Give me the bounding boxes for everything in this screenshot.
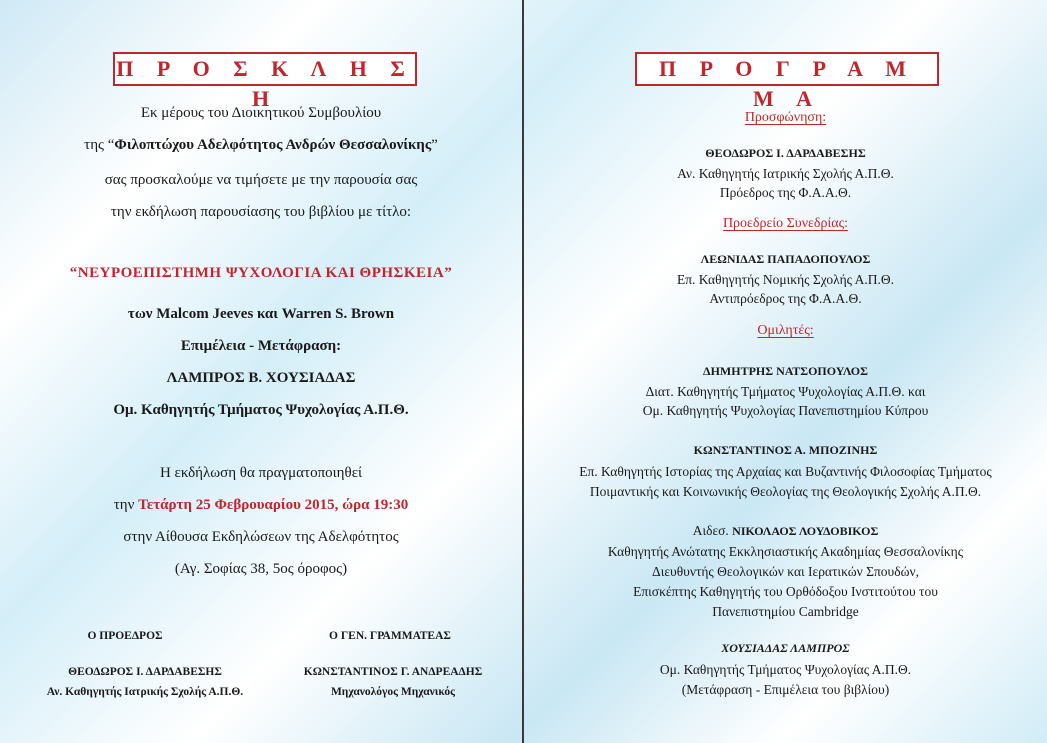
chair-line-2: Αντιπρόεδρος της Φ.Α.Α.Θ.	[709, 291, 862, 306]
chair-heading: Προεδρείο Συνεδρίας:	[722, 216, 849, 231]
speaker-2-line-1: Επ. Καθηγητής Ιστορίας της Αρχαίας και Βυζαντινής Φιλοσοφίας Τμήματος	[579, 464, 992, 479]
greeting-line-1: Αν. Καθηγητής Ιατρικής Σχολής Α.Π.Θ.	[677, 166, 894, 181]
event-line-2	[0, 497, 522, 514]
president-title: Αν. Καθηγητής Ιατρικής Σχολής Α.Π.Θ.	[46, 686, 244, 698]
editor-title: Ομ. Καθηγητής Τμήματος Ψυχολογίας Α.Π.Θ.	[113, 402, 409, 418]
intro-line-2	[0, 137, 522, 154]
speaker-3-line-1: Καθηγητής Ανώτατης Εκκλησιαστικής Ακαδημίας Θεσσαλονίκης	[607, 544, 964, 559]
secretary-title: Μηχανολόγος Μηχανικός	[330, 686, 456, 698]
speaker-3-line-3: Επισκέπτης Καθηγητής του Ορθόδοξου Ινστιτούτου του	[633, 584, 938, 599]
program-panel	[524, 0, 1047, 743]
speaker-3-line-2: Διευθυντής Θεολογικών και Ιερατικών Σπουδών,	[652, 564, 919, 579]
greeting-heading: Προσφώνηση:	[744, 110, 827, 125]
book-authors: των Malcom Jeeves και Warren S. Brown	[127, 306, 395, 322]
chair-name: ΛΕΩΝΙΔΑΣ ΠΑΠΑΔΟΠΟΥΛΟΣ	[700, 252, 871, 266]
event-date: Τετάρτη 25 Φεβρουαρίου 2015, ώρα 19:30	[138, 497, 409, 513]
speaker-1-name: ΔΗΜΗΤΡΗΣ ΝΑΤΣΟΠΟΥΛΟΣ	[703, 364, 868, 378]
speaker-3-heading	[524, 523, 1047, 539]
intro-line-3: σας προσκαλούμε να τιμήσετε με την παρουσία σας	[104, 172, 418, 188]
speaker-2-name: ΚΩΝΣΤΑΝΤΙΝΟΣ Α. ΜΠΟΖΙΝΗΣ	[693, 443, 878, 457]
greeting-name: ΘΕΟΔΩΡΟΣ Ι. ΔΑΡΔΑΒΕΣΗΣ	[705, 146, 866, 160]
greeting-line-2: Πρόεδρος της Φ.Α.Α.Θ.	[719, 185, 852, 200]
intro-2-pre: της “	[84, 137, 115, 153]
secretary-name: ΚΩΝΣΤΑΝΤΙΝΟΣ Γ. ΑΝΔΡΕΑΔΗΣ	[303, 666, 483, 678]
chair-line-1: Επ. Καθηγητής Νομικής Σχολής Α.Π.Θ.	[677, 272, 894, 287]
speaker-1-line-2: Ομ. Καθηγητής Ψυχολογίας Πανεπιστημίου Κύπρου	[642, 403, 929, 418]
event-line-4: (Αγ. Σοφίας 38, 5ος όροφος)	[174, 561, 348, 577]
speaker-3-line-4: Πανεπιστημίου Cambridge	[712, 604, 859, 619]
intro-line-1: Εκ μέρους του Διοικητικού Συμβουλίου	[140, 105, 382, 121]
secretary-role: Ο ΓΕΝ. ΓΡΑΜΜΑΤΕΑΣ	[329, 630, 451, 642]
speaker-1-line-1: Διατ. Καθηγητής Τμήματος Ψυχολογίας Α.Π.Θ. και	[645, 384, 926, 399]
organization-name: Φιλοπτώχου Αδελφότητος Ανδρών Θεσσαλονίκης	[114, 137, 432, 153]
speaker-4-line-1: Ομ. Καθηγητής Τμήματος Ψυχολογίας Α.Π.Θ.	[659, 662, 912, 677]
intro-2-post: ”	[431, 137, 438, 153]
event-2-pre: την	[113, 497, 139, 513]
intro-line-4: την εκδήλωση παρουσίασης του βιβλίου με τίτλο:	[110, 204, 412, 220]
event-line-1: Η εκδήλωση θα πραγματοποιηθεί	[159, 465, 363, 481]
speaker-3-name: ΝΙΚΟΛΑΟΣ ΛΟΥΔΟΒΙΚΟΣ	[732, 524, 879, 538]
invitation-panel	[0, 0, 522, 743]
speaker-2-line-2: Ποιμαντικής και Κοινωνικής Θεολογίας της Θεολογικής Σχολής Α.Π.Θ.	[589, 484, 982, 499]
speakers-heading: Ομιλητές:	[757, 323, 814, 338]
invitation-title: Π Ρ Ο Σ Κ Λ Η Σ Η	[113, 52, 417, 86]
editor-name: ΛΑΜΠΡΟΣ Β. ΧΟΥΣΙΑΔΑΣ	[166, 370, 356, 386]
speaker-3-prefix: Αιδεσ.	[692, 523, 733, 538]
president-role: Ο ΠΡΟΕΔΡΟΣ	[87, 630, 163, 642]
speaker-4-name: ΧΟΥΣΙΑΔΑΣ ΛΑΜΠΡΟΣ	[721, 641, 850, 655]
event-line-3: στην Αίθουσα Εκδηλώσεων της Αδελφότητος	[123, 529, 399, 545]
editing-label: Επιμέλεια - Μετάφραση:	[180, 338, 342, 354]
program-title: Π Ρ Ο Γ Ρ Α Μ Μ Α	[635, 52, 939, 86]
book-title: “ΝΕΥΡΟΕΠΙΣΤΗΜΗ ΨΥΧΟΛΟΓΙΑ ΚΑΙ ΘΡΗΣΚΕΙΑ”	[69, 265, 453, 281]
speaker-4-line-2: (Μετάφραση - Επιμέλεια του βιβλίου)	[681, 682, 890, 697]
president-name: ΘΕΟΔΩΡΟΣ Ι. ΔΑΡΔΑΒΕΣΗΣ	[68, 666, 222, 678]
